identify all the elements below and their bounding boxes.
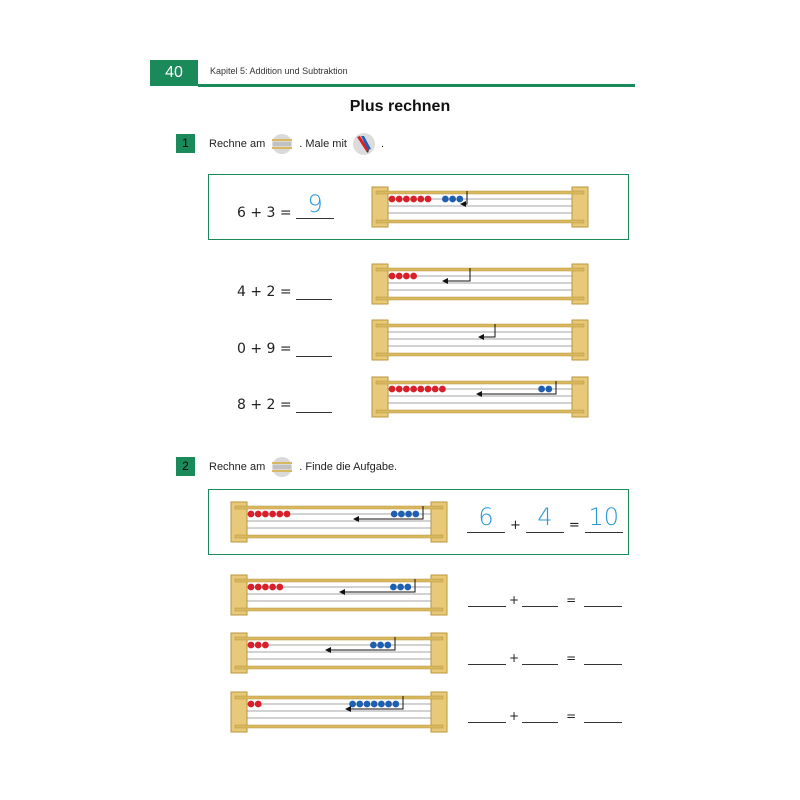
abacus-rail-bottom	[376, 353, 584, 356]
abacus-rail-bottom	[235, 666, 443, 669]
task1-row-2	[237, 340, 332, 357]
bead-red	[262, 642, 269, 649]
abacus-icon	[269, 134, 295, 154]
abacus-rail-top	[235, 637, 443, 640]
task2-row-1	[468, 592, 622, 607]
bead-red	[396, 196, 403, 203]
answer-blank-a[interactable]	[467, 504, 505, 533]
equals-sign: =	[568, 518, 580, 533]
abacus-rail-top	[235, 506, 443, 509]
page-number: 40	[150, 60, 198, 86]
answer-blank[interactable]	[296, 283, 332, 300]
handwritten-result: 10	[588, 503, 620, 531]
abacus-rail-top	[235, 696, 443, 699]
bead-blue	[456, 196, 463, 203]
answer-blank-result[interactable]	[584, 592, 622, 607]
answer-blank-a[interactable]	[468, 650, 506, 665]
bead-blue	[364, 701, 371, 708]
page-title: Plus rechnen	[349, 98, 451, 115]
abacus-rail-bottom	[235, 725, 443, 728]
task1-row-3	[237, 396, 332, 413]
task2-instruction-text-1: Rechne am	[209, 461, 266, 473]
abacus-rail-top	[235, 579, 443, 582]
bead-blue	[538, 386, 545, 393]
bead-red	[262, 511, 269, 518]
task1-instruction-text-2: . Male mit	[299, 138, 347, 150]
answer-blank[interactable]	[296, 190, 334, 219]
bead-red	[389, 196, 396, 203]
bead-red	[269, 584, 276, 591]
bead-blue	[405, 511, 412, 518]
bead-blue	[356, 701, 363, 708]
task2-example-equation	[467, 504, 623, 533]
bead-blue	[378, 701, 385, 708]
plus-sign: +	[509, 651, 520, 665]
bead-red	[432, 386, 439, 393]
equals-sign: =	[566, 593, 577, 607]
bead-blue	[370, 642, 377, 649]
task1-example-equation	[237, 190, 334, 221]
task1-row-1	[237, 283, 332, 300]
colored-pencils-icon	[351, 133, 377, 155]
abacus-task2-example	[231, 502, 447, 542]
page-header	[150, 60, 635, 88]
abacus-rail-top	[376, 268, 584, 271]
answer-blank[interactable]	[296, 396, 332, 413]
task-number-2: 2	[176, 457, 195, 476]
answer-blank[interactable]	[296, 340, 332, 357]
bead-red	[255, 701, 262, 708]
bead-blue	[449, 196, 456, 203]
bead-blue	[398, 511, 405, 518]
equals-sign: =	[566, 709, 577, 723]
answer-blank-b[interactable]	[526, 504, 564, 533]
bead-red	[276, 511, 283, 518]
abacus-task1-row-2	[372, 320, 588, 360]
plus-sign: +	[510, 518, 521, 533]
bead-red	[255, 584, 262, 591]
bead-red	[439, 386, 446, 393]
bead-blue	[412, 511, 419, 518]
abacus-task1-row-3	[372, 377, 588, 417]
handwritten-b: 4	[537, 503, 553, 531]
bead-blue	[390, 584, 397, 591]
answer-blank-a[interactable]	[468, 708, 506, 723]
abacus-rail-bottom	[376, 297, 584, 300]
bead-red	[425, 196, 432, 203]
bead-red	[262, 584, 269, 591]
bead-blue	[404, 584, 411, 591]
task2-instruction-text-2: . Finde die Aufgabe.	[299, 461, 398, 473]
task-number-1: 1	[176, 134, 195, 153]
bead-red	[410, 273, 417, 280]
bead-red	[269, 511, 276, 518]
bead-blue	[392, 701, 399, 708]
abacus-rail-top	[376, 324, 584, 327]
bead-red	[284, 511, 291, 518]
bead-red	[417, 386, 424, 393]
bead-red	[417, 196, 424, 203]
answer-blank-result[interactable]	[585, 504, 623, 533]
bead-red	[248, 642, 255, 649]
abacus-task1-example	[372, 187, 588, 227]
bead-red	[255, 511, 262, 518]
header-rule	[198, 84, 635, 87]
bead-blue	[385, 701, 392, 708]
bead-red	[396, 386, 403, 393]
abacus-rail-bottom	[376, 220, 584, 223]
handwritten-a: 6	[478, 503, 494, 531]
bead-red	[425, 386, 432, 393]
task1-instruction	[209, 133, 384, 155]
bead-blue	[545, 386, 552, 393]
bead-blue	[442, 196, 449, 203]
bead-red	[389, 386, 396, 393]
abacus-rail-bottom	[235, 608, 443, 611]
bead-blue	[349, 701, 356, 708]
task2-row-2	[468, 650, 622, 665]
answer-blank-a[interactable]	[468, 592, 506, 607]
equation-text: 6 + 3 =	[237, 205, 292, 221]
abacus-rail-bottom	[376, 410, 584, 413]
bead-red	[410, 196, 417, 203]
answer-blank-b[interactable]	[522, 650, 558, 665]
abacus-rail-top	[376, 381, 584, 384]
abacus-task1-row-1	[372, 264, 588, 304]
task1-instruction-text-3: .	[380, 138, 385, 150]
bead-blue	[384, 642, 391, 649]
bead-red	[403, 386, 410, 393]
plus-sign: +	[509, 593, 520, 607]
equation-text: 8 + 2 =	[237, 397, 292, 413]
bead-red	[255, 642, 262, 649]
answer-blank-result[interactable]	[584, 650, 622, 665]
bead-blue	[371, 701, 378, 708]
chapter-title: Kapitel 5: Addition und Subtraktion	[210, 66, 348, 76]
bead-red	[248, 701, 255, 708]
answer-blank-result[interactable]	[584, 708, 622, 723]
abacus-rail-top	[376, 191, 584, 194]
task1-instruction-text-1: Rechne am	[209, 138, 266, 150]
equation-text: 0 + 9 =	[237, 341, 292, 357]
equals-sign: =	[566, 651, 577, 665]
task2-row-3	[468, 708, 622, 723]
bead-red	[248, 511, 255, 518]
handwritten-answer: 9	[307, 190, 323, 218]
task2-instruction	[209, 456, 397, 478]
bead-red	[403, 273, 410, 280]
bead-red	[389, 273, 396, 280]
bead-red	[276, 584, 283, 591]
bead-red	[410, 386, 417, 393]
bead-blue	[397, 584, 404, 591]
bead-blue	[391, 511, 398, 518]
bead-red	[403, 196, 410, 203]
answer-blank-b[interactable]	[522, 592, 558, 607]
abacus-icon	[269, 457, 295, 477]
abacus-task2-row-2	[231, 633, 447, 673]
abacus-rail-bottom	[235, 535, 443, 538]
abacus-task2-row-3	[231, 692, 447, 732]
bead-red	[396, 273, 403, 280]
bead-red	[248, 584, 255, 591]
answer-blank-b[interactable]	[522, 708, 558, 723]
plus-sign: +	[509, 709, 520, 723]
bead-blue	[377, 642, 384, 649]
equation-text: 4 + 2 =	[237, 284, 292, 300]
abacus-task2-row-1	[231, 575, 447, 615]
